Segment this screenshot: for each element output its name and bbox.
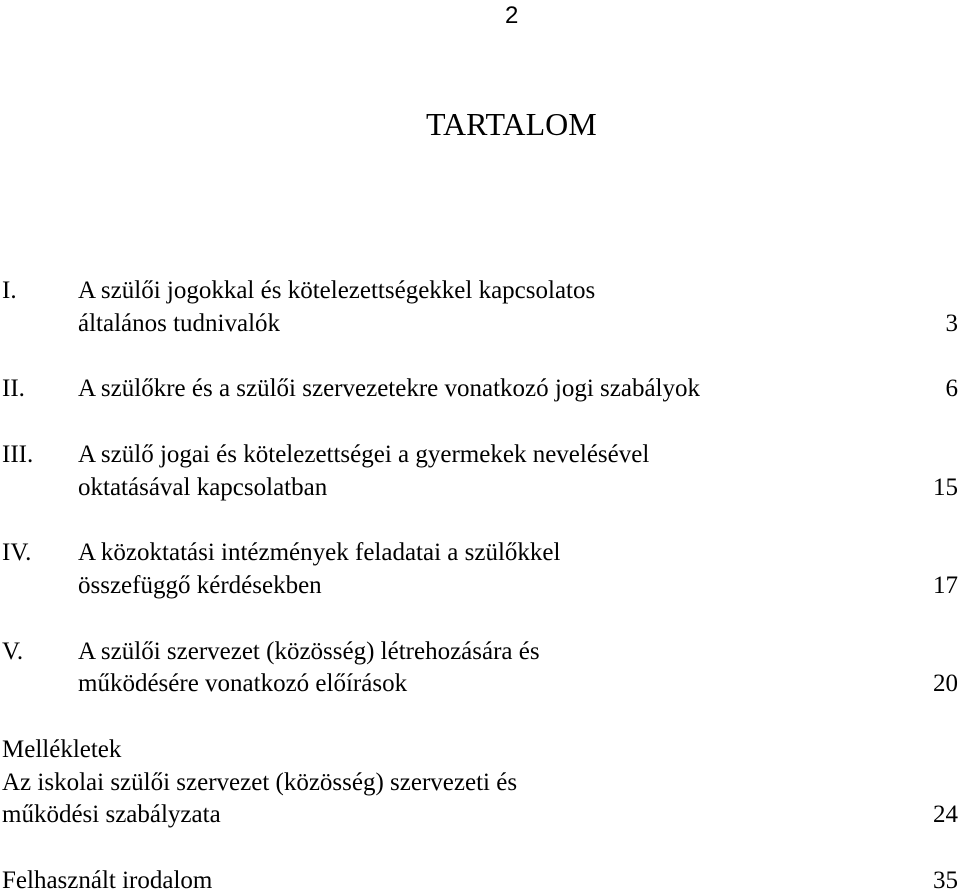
appendix-heading: Mellékletek (2, 736, 122, 763)
page-title: TARTALOM (426, 106, 597, 142)
toc-numeral: IV. (2, 539, 32, 566)
toc-title-line: általános tudnivalók (78, 310, 281, 337)
bibliography-label: Felhasznált irodalom (2, 867, 213, 894)
toc-numeral: I. (2, 277, 17, 304)
bibliography-page-number: 35 (933, 867, 958, 894)
toc-title-line: A szülőkre és a szülői szervezetekre vonatkozó jogi szabályok (78, 375, 700, 402)
toc-page-number: 17 (933, 572, 958, 599)
appendix-title-line: működési szabályzata (2, 801, 221, 828)
toc-title-line: A szülői szervezet (közösség) létrehozására és (78, 638, 540, 665)
toc-title-line: A közoktatási intézmények feladatai a szülőkkel (78, 539, 561, 566)
toc-numeral: III. (2, 441, 34, 468)
toc-title-line: oktatásával kapcsolatban (78, 474, 328, 501)
toc-title-line: A szülő jogai és kötelezettségei a gyermekek nevelésével (78, 441, 650, 468)
appendix-page-number: 24 (933, 801, 958, 828)
toc-page-number: 6 (945, 375, 958, 402)
toc-numeral: II. (2, 375, 25, 402)
toc-page-number: 20 (933, 670, 958, 697)
toc-title-line: A szülői jogokkal és kötelezettségekkel kapcsolatos (78, 277, 596, 304)
toc-page-number: 3 (945, 310, 958, 337)
toc-title-line: működésére vonatkozó előírások (78, 670, 408, 697)
appendix-title-line: Az iskolai szülői szervezet (közösség) szervezeti és (2, 769, 518, 796)
toc-numeral: V. (2, 638, 24, 665)
page-number: 2 (505, 2, 519, 29)
toc-title-line: összefüggő kérdésekben (78, 572, 322, 599)
toc-page-number: 15 (933, 474, 958, 501)
